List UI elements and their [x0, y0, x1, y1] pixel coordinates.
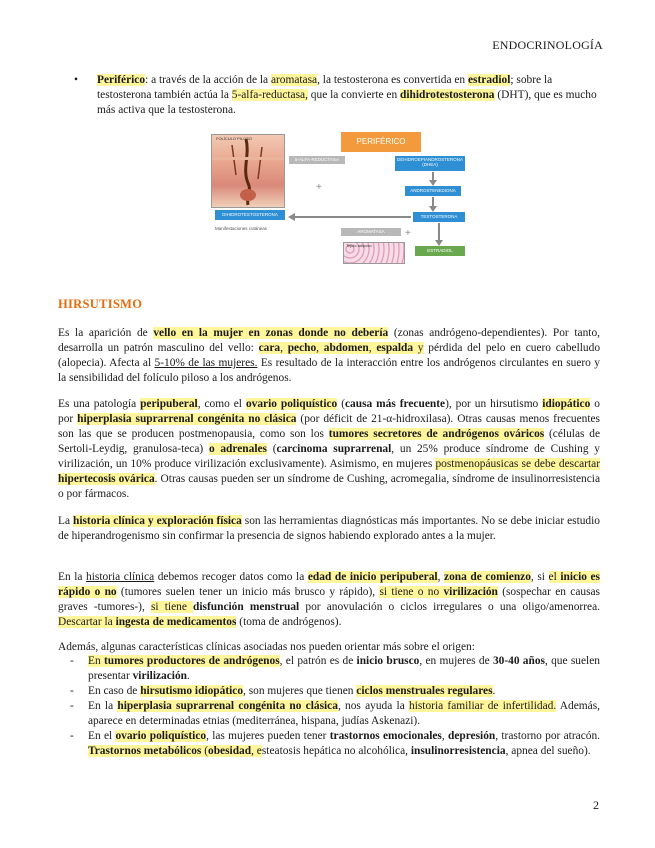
paragraph-definicion: Es la aparición de vello en la mujer en zonas donde no debería (zonas andrógeno-dependientes). Por tanto, desarrolla un patrón masculino del vello: cara, pecho, abdomen, espalda y pérdida del pelo en cuero cabelludo (alopecia). Afecta al 5-10% de las mujeres. Es resultado de la interacción entre los andrógenos circulantes en suero y la sensibilidad del folículo piloso a los andrógenos. — [58, 327, 601, 384]
caracteristicas-list — [58, 654, 600, 759]
manifestaciones-label: Manifestaciones cutáneas — [215, 226, 268, 231]
paragraph-historia-clinica: En la historia clínica debemos recoger datos como la edad de inicio peripuberal, zona de comienzo, si el inicio es rápido o no (tumores suelen tener un inicio más brusco y rápido), si tiene o no virilización (sospechar en causas graves -tumores-), si tiene disfunción menstrual por anovulación o ciclos irregulares o una oligo/amenorrea. Descartar la ingesta de medicamentos (toma de andrógenos). — [58, 571, 600, 628]
box-dhea: DEHIDROEPIANDROSTERONA (DHEA) — [395, 156, 465, 171]
arrowhead — [288, 213, 295, 221]
list-item-hiperplasia: - En la hiperplasia suprarrenal congénita no clásica, nos ayuda la historia familiar de infertilidad. Además, aparece en determinadas etnias (mediterránea, hispana, judías Askenazi). — [70, 700, 600, 727]
list-item-tumores: - En tumores productores de andrógenos, el patrón es de inicio brusco, en mujeres de 30-40 años, que suelen presentar virilización. — [70, 655, 600, 682]
list-item-ovario-poliquistico: - En el ovario poliquístico, las mujeres pueden tener trastornos emocionales, depresión, trastorno por atracón. Trastornos metabólicos (obesidad, esteatosis hepática no alcohólica, insulinorresistencia, apnea del sueño). — [70, 730, 600, 757]
box-estradiol: ESTRADIOL — [415, 246, 465, 256]
page-header: ENDOCRINOLOGÍA — [492, 38, 603, 52]
box-periferico-title: PERIFÉRICO — [341, 132, 421, 152]
box-aromatasa: AROMATASA — [341, 228, 401, 236]
plus-sign: + — [316, 182, 322, 193]
follicle-label: FOLÍCULO PILOSO — [216, 136, 253, 141]
bullet-periferico — [74, 73, 600, 118]
follicle-illustration — [211, 134, 285, 208]
page-number: 2 — [593, 798, 599, 812]
bullet-dot: • — [74, 74, 78, 86]
paragraph-diagnostico: La historia clínica y exploración física son las herramientas diagnósticas más importantes. No se debe iniciar estudio de hiperandrogenismo sin confirmar la presencia de signos habiendo explorado antes a la mujer. — [58, 515, 600, 542]
box-dht: DIHIDROTESTOSTERONA — [215, 210, 285, 220]
adipose-tissue-image — [343, 242, 405, 264]
plus-sign: + — [405, 228, 411, 239]
list-item-idiopatico: - En caso de hirsutismo idiopático, son mujeres que tienen ciclos menstruales regulares. — [70, 685, 496, 697]
paragraph-causas: Es una patología peripuberal, como el ovario poliquístico (causa más frecuente), por un hirsutismo idiopático o por hiperplasia suprarrenal congénita no clásica (por déficit de 21-α-hidroxilasa). Otras causas menos frecuentes son las que se producen postmenopausia, como son los tumores secretores de andrógenos ováricos (células de Sertoli-Leydig, granulosa-teca) o adrenales (carcinoma suprarrenal, un 25% produce síndrome de Cushing y virilización, un 10% produce virilización exclusivamente). Asimismo, en mujeres postmenopáusicas se debe descartar hipertecosis ovárica. Otras causas pueden ser un síndrome de Cushing, acromegalia, síndrome de insulinorresistencia o por fármacos. — [58, 398, 601, 500]
bullet-text: Periférico: a través de la acción de la aromatasa, la testosterona es convertida en estradiol; sobre la testosterona también actúa la 5-alfa-reductasa, que la convierte en dihidrotestosterona (DHT), que es mucho más activa que la testosterona. — [97, 74, 597, 116]
section-title-hirsutismo: HIRSUTISMO — [58, 297, 143, 311]
follicle-drawing — [212, 135, 284, 207]
periferico-figure — [211, 130, 473, 262]
box-testosterona: TESTOSTERONA — [413, 212, 465, 222]
paragraph-intro-caracteristicas: Además, algunas características clínicas asociadas nos pueden orientar más sobre el origen: — [58, 641, 475, 653]
box-5alfa: 5-ALFA-REDUCTASA — [289, 156, 345, 164]
box-androstenediona: ANDROSTENEDIONA — [405, 186, 461, 196]
tejido-adiposo-label: Tejido adiposo — [346, 243, 372, 248]
